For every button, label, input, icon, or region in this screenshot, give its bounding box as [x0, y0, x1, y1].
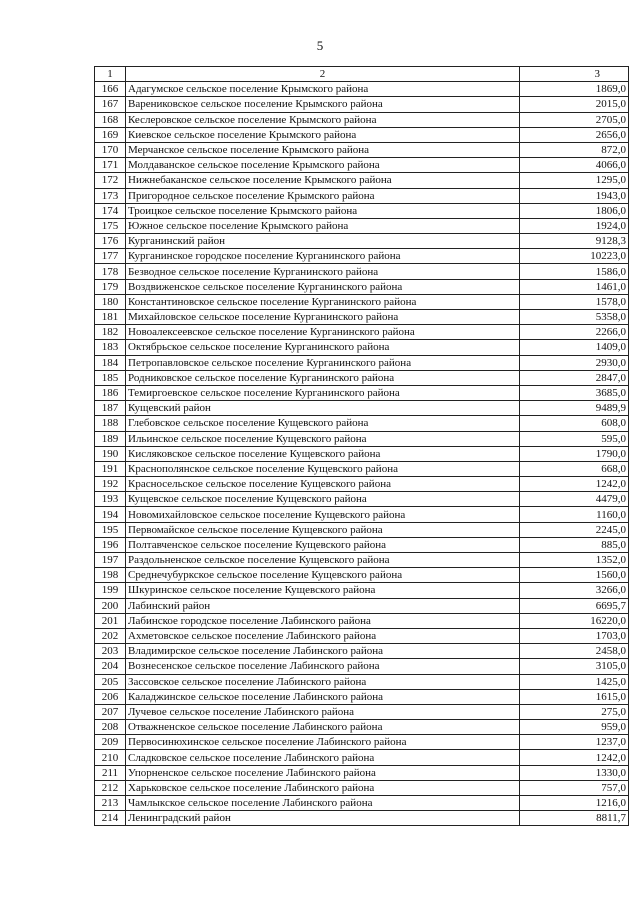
table-row [95, 203, 629, 218]
row-value: 1160,0 [520, 507, 629, 522]
row-number: 166 [95, 82, 126, 97]
table-row [95, 583, 629, 598]
row-number: 199 [95, 583, 126, 598]
row-name: Первомайское сельское поселение Кущевского района [126, 522, 520, 537]
row-number: 190 [95, 446, 126, 461]
row-value: 2266,0 [520, 325, 629, 340]
row-number: 187 [95, 401, 126, 416]
row-number: 173 [95, 188, 126, 203]
table-row [95, 142, 629, 157]
row-number: 211 [95, 765, 126, 780]
table-row [95, 750, 629, 765]
row-value: 3685,0 [520, 385, 629, 400]
table-row [95, 264, 629, 279]
row-name: Петропавловское сельское поселение Курганинского района [126, 355, 520, 370]
table-row [95, 598, 629, 613]
row-value: 1409,0 [520, 340, 629, 355]
row-name: Лучевое сельское поселение Лабинского района [126, 704, 520, 719]
table-row [95, 310, 629, 325]
row-name: Краснополянское сельское поселение Кущевского района [126, 461, 520, 476]
row-value: 6695,7 [520, 598, 629, 613]
table-row [95, 218, 629, 233]
table-row [95, 279, 629, 294]
column-header-value: 3 [520, 67, 629, 82]
table-row [95, 689, 629, 704]
row-name: Новомихайловское сельское поселение Кущевского района [126, 507, 520, 522]
row-name: Кущевский район [126, 401, 520, 416]
table-row [95, 173, 629, 188]
table-row [95, 704, 629, 719]
row-value: 668,0 [520, 461, 629, 476]
row-value: 4066,0 [520, 158, 629, 173]
row-value: 885,0 [520, 537, 629, 552]
row-value: 9128,3 [520, 234, 629, 249]
row-name: Ленинградский район [126, 811, 520, 826]
row-name: Новоалексеевское сельское поселение Курганинского района [126, 325, 520, 340]
table-body [95, 67, 629, 826]
row-value: 1330,0 [520, 765, 629, 780]
row-name: Лабинское городское поселение Лабинского района [126, 613, 520, 628]
row-number: 188 [95, 416, 126, 431]
table-row [95, 416, 629, 431]
row-number: 200 [95, 598, 126, 613]
row-value: 1924,0 [520, 218, 629, 233]
row-name: Воздвиженское сельское поселение Курганинского района [126, 279, 520, 294]
row-value: 1216,0 [520, 796, 629, 811]
table-row [95, 796, 629, 811]
row-number: 171 [95, 158, 126, 173]
row-name: Ильинское сельское поселение Кущевского района [126, 431, 520, 446]
row-value: 5358,0 [520, 310, 629, 325]
row-name: Сладковское сельское поселение Лабинского района [126, 750, 520, 765]
row-name: Первосинюхинское сельское поселение Лабинского района [126, 735, 520, 750]
row-name: Кущевское сельское поселение Кущевского района [126, 492, 520, 507]
table-row [95, 234, 629, 249]
table-row [95, 765, 629, 780]
row-number: 177 [95, 249, 126, 264]
row-number: 214 [95, 811, 126, 826]
row-name: Курганинское городское поселение Курганинского района [126, 249, 520, 264]
table-row [95, 613, 629, 628]
row-number: 182 [95, 325, 126, 340]
table-row [95, 249, 629, 264]
row-value: 1425,0 [520, 674, 629, 689]
row-value: 2705,0 [520, 112, 629, 127]
row-name: Зассовское сельское поселение Лабинского района [126, 674, 520, 689]
row-name: Ахметовское сельское поселение Лабинского района [126, 628, 520, 643]
row-value: 1943,0 [520, 188, 629, 203]
row-value: 9489,9 [520, 401, 629, 416]
table-row [95, 188, 629, 203]
data-table [94, 66, 629, 826]
row-name: Каладжинское сельское поселение Лабинского района [126, 689, 520, 704]
row-value: 757,0 [520, 780, 629, 795]
row-name: Курганинский район [126, 234, 520, 249]
row-name: Родниковское сельское поселение Курганинского района [126, 370, 520, 385]
row-number: 209 [95, 735, 126, 750]
row-number: 179 [95, 279, 126, 294]
row-number: 181 [95, 310, 126, 325]
row-name: Лабинский район [126, 598, 520, 613]
row-number: 169 [95, 127, 126, 142]
row-number: 193 [95, 492, 126, 507]
row-number: 176 [95, 234, 126, 249]
row-value: 1461,0 [520, 279, 629, 294]
row-number: 204 [95, 659, 126, 674]
row-name: Октябрьское сельское поселение Курганинского района [126, 340, 520, 355]
row-number: 208 [95, 720, 126, 735]
row-value: 959,0 [520, 720, 629, 735]
row-name: Варениковское сельское поселение Крымского района [126, 97, 520, 112]
table-row [95, 477, 629, 492]
row-name: Полтавченское сельское поселение Кущевского района [126, 537, 520, 552]
row-number: 168 [95, 112, 126, 127]
table-row [95, 811, 629, 826]
table-row [95, 325, 629, 340]
table-row [95, 112, 629, 127]
row-number: 189 [95, 431, 126, 446]
row-value: 10223,0 [520, 249, 629, 264]
row-number: 175 [95, 218, 126, 233]
row-name: Пригородное сельское поселение Крымского района [126, 188, 520, 203]
row-name: Чамлыкское сельское поселение Лабинского района [126, 796, 520, 811]
row-value: 2245,0 [520, 522, 629, 537]
row-name: Красносельское сельское поселение Кущевского района [126, 477, 520, 492]
row-value: 1790,0 [520, 446, 629, 461]
table-row [95, 568, 629, 583]
row-value: 3266,0 [520, 583, 629, 598]
row-name: Шкуринское сельское поселение Кущевского района [126, 583, 520, 598]
table-row [95, 628, 629, 643]
table-header-row [95, 67, 629, 82]
row-name: Темиргоевское сельское поселение Курганинского района [126, 385, 520, 400]
row-number: 210 [95, 750, 126, 765]
row-number: 203 [95, 644, 126, 659]
row-value: 1242,0 [520, 477, 629, 492]
table-row [95, 294, 629, 309]
table-row [95, 97, 629, 112]
row-name: Вознесенское сельское поселение Лабинского района [126, 659, 520, 674]
row-name: Мерчанское сельское поселение Крымского района [126, 142, 520, 157]
row-name: Киевское сельское поселение Крымского района [126, 127, 520, 142]
row-number: 198 [95, 568, 126, 583]
row-name: Упорненское сельское поселение Лабинского района [126, 765, 520, 780]
row-value: 1242,0 [520, 750, 629, 765]
row-number: 202 [95, 628, 126, 643]
row-value: 3105,0 [520, 659, 629, 674]
table-row [95, 553, 629, 568]
row-value: 1578,0 [520, 294, 629, 309]
row-value: 1352,0 [520, 553, 629, 568]
row-number: 197 [95, 553, 126, 568]
table-row [95, 340, 629, 355]
table-row [95, 644, 629, 659]
row-value: 2015,0 [520, 97, 629, 112]
table-row [95, 492, 629, 507]
row-name: Безводное сельское поселение Курганинского района [126, 264, 520, 279]
table-row [95, 674, 629, 689]
row-name: Глебовское сельское поселение Кущевского района [126, 416, 520, 431]
column-header-name: 2 [126, 67, 520, 82]
row-name: Нижнебаканское сельское поселение Крымского района [126, 173, 520, 188]
row-name: Южное сельское поселение Крымского района [126, 218, 520, 233]
table-row [95, 659, 629, 674]
table-row [95, 461, 629, 476]
table-row [95, 385, 629, 400]
row-name: Кеслеровское сельское поселение Крымского района [126, 112, 520, 127]
page-number: 5 [316, 38, 324, 53]
row-name: Кисляковское сельское поселение Кущевского района [126, 446, 520, 461]
row-value: 2930,0 [520, 355, 629, 370]
row-name: Константиновское сельское поселение Курганинского района [126, 294, 520, 309]
table-row [95, 720, 629, 735]
row-value: 4479,0 [520, 492, 629, 507]
row-number: 184 [95, 355, 126, 370]
row-name: Отважненское сельское поселение Лабинского района [126, 720, 520, 735]
row-number: 195 [95, 522, 126, 537]
row-number: 186 [95, 385, 126, 400]
row-name: Адагумское сельское поселение Крымского района [126, 82, 520, 97]
row-value: 1869,0 [520, 82, 629, 97]
table-row [95, 401, 629, 416]
table-row [95, 507, 629, 522]
row-value: 1615,0 [520, 689, 629, 704]
row-name: Среднечубуркское сельское поселение Кущевского района [126, 568, 520, 583]
row-name: Михайловское сельское поселение Курганинского района [126, 310, 520, 325]
row-value: 275,0 [520, 704, 629, 719]
table-row [95, 158, 629, 173]
table-row [95, 780, 629, 795]
row-name: Раздольненское сельское поселение Кущевского района [126, 553, 520, 568]
row-value: 16220,0 [520, 613, 629, 628]
row-value: 872,0 [520, 142, 629, 157]
row-number: 205 [95, 674, 126, 689]
row-number: 201 [95, 613, 126, 628]
table-row [95, 735, 629, 750]
row-value: 595,0 [520, 431, 629, 446]
row-name: Троицкое сельское поселение Крымского района [126, 203, 520, 218]
table-row [95, 370, 629, 385]
table-row [95, 355, 629, 370]
row-name: Молдаванское сельское поселение Крымского района [126, 158, 520, 173]
row-value: 2458,0 [520, 644, 629, 659]
table-row [95, 431, 629, 446]
row-value: 608,0 [520, 416, 629, 431]
row-value: 1806,0 [520, 203, 629, 218]
row-number: 206 [95, 689, 126, 704]
row-value: 1703,0 [520, 628, 629, 643]
row-number: 185 [95, 370, 126, 385]
row-value: 2847,0 [520, 370, 629, 385]
table-row [95, 522, 629, 537]
row-value: 1295,0 [520, 173, 629, 188]
column-header-number: 1 [95, 67, 126, 82]
table-row [95, 127, 629, 142]
row-number: 170 [95, 142, 126, 157]
row-number: 191 [95, 461, 126, 476]
row-name: Харьковское сельское поселение Лабинского района [126, 780, 520, 795]
row-number: 213 [95, 796, 126, 811]
row-number: 207 [95, 704, 126, 719]
row-number: 172 [95, 173, 126, 188]
table-row [95, 446, 629, 461]
row-number: 194 [95, 507, 126, 522]
row-value: 1560,0 [520, 568, 629, 583]
row-name: Владимирское сельское поселение Лабинского района [126, 644, 520, 659]
row-number: 192 [95, 477, 126, 492]
row-number: 167 [95, 97, 126, 112]
row-number: 178 [95, 264, 126, 279]
table-row [95, 82, 629, 97]
row-number: 180 [95, 294, 126, 309]
row-value: 1586,0 [520, 264, 629, 279]
row-number: 183 [95, 340, 126, 355]
row-value: 2656,0 [520, 127, 629, 142]
row-number: 174 [95, 203, 126, 218]
table-row [95, 537, 629, 552]
row-value: 1237,0 [520, 735, 629, 750]
row-value: 8811,7 [520, 811, 629, 826]
row-number: 196 [95, 537, 126, 552]
row-number: 212 [95, 780, 126, 795]
